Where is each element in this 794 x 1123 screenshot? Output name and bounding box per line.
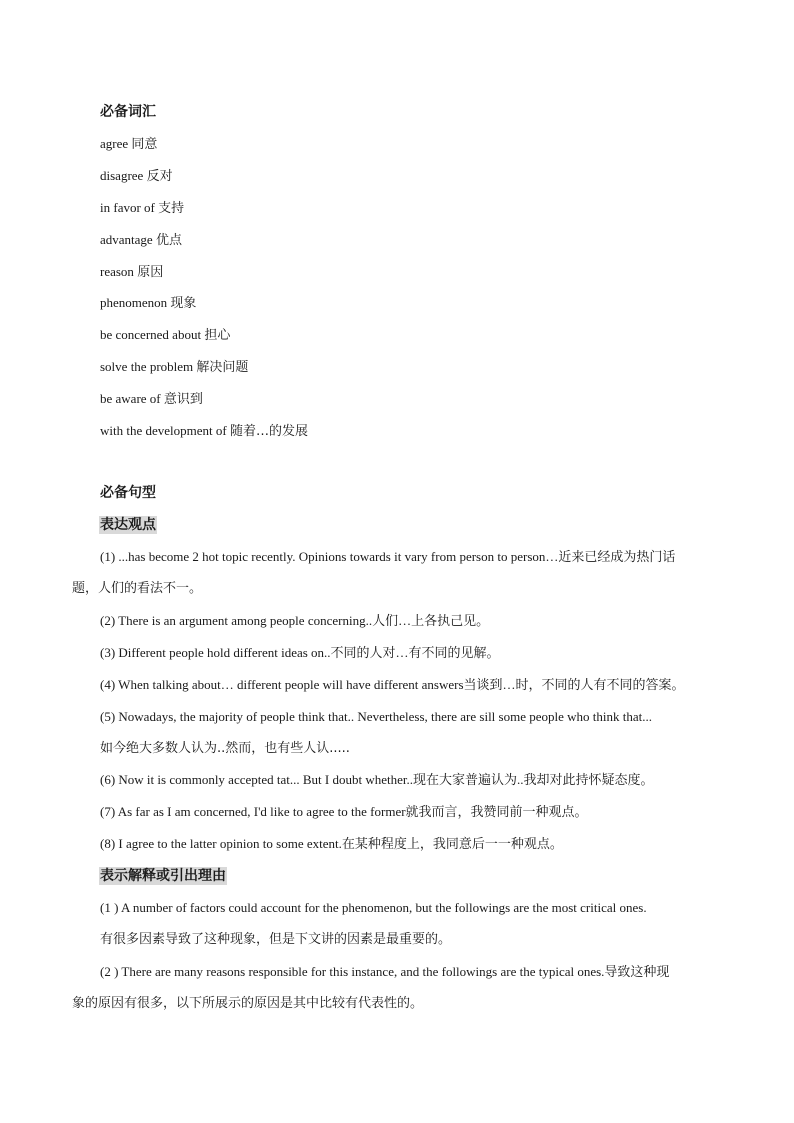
vocab-item: agree 同意 bbox=[100, 136, 158, 152]
sentence-line: (5) Nowadays, the majority of people think that.. Nevertheless, there are sill some people who think that... bbox=[100, 709, 652, 724]
sentence-line: 有很多因素导致了这种现象，但是下文讲的因素是最重要的。 bbox=[100, 932, 452, 947]
sentence-line: 如今绝大多数人认为..然而，也有些人认..... bbox=[100, 741, 350, 756]
vocab-item: phenomenon 现象 bbox=[100, 295, 197, 311]
sentence-line: (3) Different people hold different ideas on..不同的人对…有不同的见解。 bbox=[100, 645, 500, 660]
sentence-line: (7) As far as I am concerned, I'd like to agree to the former就我而言，我赞同前一种观点。 bbox=[100, 804, 588, 819]
vocab-item: in favor of 支持 bbox=[100, 200, 185, 216]
sentence-line: (1) ...has become 2 hot topic recently. Opinions towards it vary from person to person…近来已经成为热门话 bbox=[100, 549, 676, 564]
sentence-line: (1 ) A number of factors could account for the phenomenon, but the followings are the most critical ones. bbox=[100, 900, 647, 915]
vocab-heading: 必备词汇 bbox=[100, 104, 156, 120]
sentence-heading: 必备句型 bbox=[100, 485, 156, 501]
vocab-item: advantage 优点 bbox=[100, 232, 182, 248]
sentence-line: (4) When talking about… different people will have different answers当谈到…时，不同的人有不同的答案。 bbox=[100, 677, 685, 692]
vocab-item: disagree 反对 bbox=[100, 168, 173, 184]
subheading-reasons: 表示解释或引出理由 bbox=[100, 868, 226, 884]
vocab-item: solve the problem 解决问题 bbox=[100, 359, 249, 375]
sentence-line: (8) I agree to the latter opinion to some extent.在某种程度上，我同意后一一种观点。 bbox=[100, 836, 563, 851]
vocab-item: with the development of 随着…的发展 bbox=[100, 423, 308, 439]
subheading-opinions: 表达观点 bbox=[100, 517, 156, 533]
sentence-line: (2) There is an argument among people concerning..人们…上各执己见。 bbox=[100, 613, 490, 628]
sentence-line: 题，人们的看法不一。 bbox=[72, 581, 203, 596]
sentence-line: 象的原因有很多，以下所展示的原因是其中比较有代表性的。 bbox=[72, 996, 424, 1011]
vocab-item: reason 原因 bbox=[100, 264, 164, 280]
sentence-line: (2 ) There are many reasons responsible for this instance, and the followings are the typical ones.导致这种现 bbox=[100, 964, 670, 979]
vocab-item: be concerned about 担心 bbox=[100, 327, 231, 343]
vocab-item: be aware of 意识到 bbox=[100, 391, 203, 407]
sentence-line: (6) Now it is commonly accepted tat... But I doubt whether..现在大家普遍认为..我却对此持怀疑态度。 bbox=[100, 772, 654, 787]
